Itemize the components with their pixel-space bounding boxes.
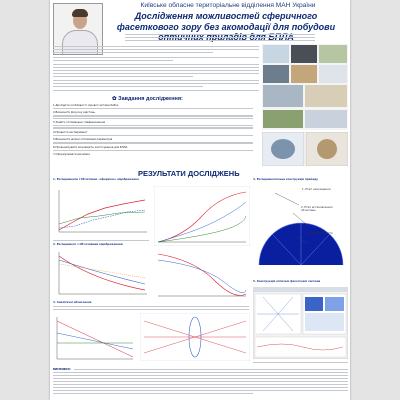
results-heading: РЕЗУЛЬТАТИ ДОСЛІДЖЕНЬ	[138, 169, 240, 178]
task-item: 1.Дослідити особливості зорової системи бабок	[53, 104, 119, 107]
task-item: 4.Провести експеримент	[53, 130, 88, 134]
stage-3-label: 3. Камера злиття	[308, 231, 333, 235]
task-item: 6.Проаналізувати можливість застосування для БПЛА	[53, 145, 128, 149]
bio-photos	[262, 132, 348, 166]
organization-name: Київське обласне територіальне відділення МАН України	[140, 2, 316, 9]
task-item: 2.Визначити фокусну відстань	[53, 111, 96, 115]
tasks-heading: ✿ Завдання дослідження:	[112, 96, 183, 102]
optical-software-screenshot	[253, 287, 348, 359]
dome-diagram	[253, 185, 348, 277]
stage-1-label: 1. Етап нахождення	[302, 187, 331, 191]
result-1-graph	[53, 186, 151, 238]
poster	[50, 0, 350, 400]
task-item: 5.Визначити шляхи оптимізації параметрів	[53, 138, 113, 142]
result-2-title: 2. Експеримент з Об'єктивним відображенням	[53, 243, 123, 246]
conclusions-label: ВИСНОВКИ:	[53, 368, 71, 371]
research-photos-grid	[262, 44, 348, 130]
result-3-plot	[53, 313, 135, 363]
result-1b-chart	[154, 186, 250, 246]
tasks-list	[53, 104, 258, 156]
result-2-graph	[53, 250, 151, 298]
result-1-title: 1. Експерименти і Об'єктивне «сферичне» відображення	[53, 178, 139, 181]
result-4-title: 4. Експериментальна конструкція приладу	[253, 178, 318, 181]
poster-title: Дослідження можливостей сферичного фасеткового зору без акомодації для побудови	[116, 11, 336, 32]
task-item: 7.Сформулювати висновки	[53, 152, 90, 156]
stage-2-label: 2. Етап встановлення і обчислень	[301, 205, 334, 213]
result-3-title: 3. Аналітичні обчислення	[53, 301, 92, 304]
result-2b-graph	[154, 250, 250, 298]
task-item: 3.Знайти оптимальне співвідношення	[53, 121, 106, 125]
result-5-title: 5. Конструкція оптичної фасеткової системи	[253, 280, 321, 283]
ray-diagram	[140, 313, 250, 361]
